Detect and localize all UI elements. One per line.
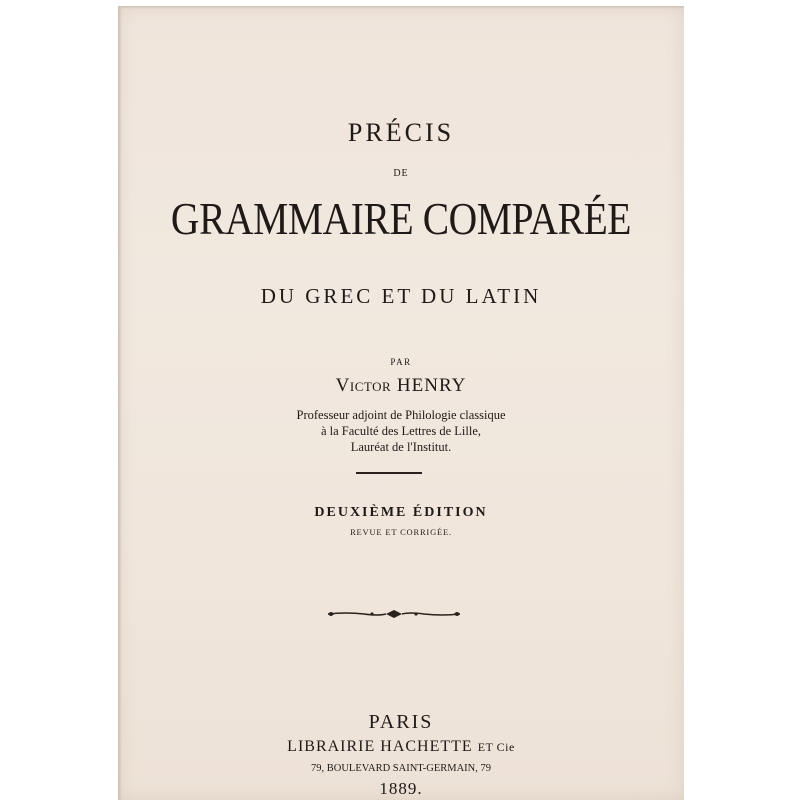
publication-city: PARIS [368,711,434,733]
subtitle: DU GREC ET DU LATIN [260,284,542,308]
edition-label: DEUXIÈME ÉDITION [314,505,488,520]
publisher-name: LIBRAIRIE HACHETTE [287,738,473,755]
title-line-precis: PRÉCIS [347,118,455,147]
publisher [118,738,684,756]
page-top-edge [118,6,684,9]
main-title: GRAMMAIRE COMPARÉE [170,193,632,244]
author-first-name: Victor [335,375,392,396]
author-affiliation-2: à la Faculté des Lettres de Lille, [320,424,481,438]
author-affiliation-1: Professeur adjoint de Philologie classique [296,408,506,422]
publication-year: 1889. [379,779,423,798]
by-label: PAR [390,357,412,367]
divider-rule [356,472,422,474]
author-name [118,375,684,397]
edition-note: REVUE ET CORRIGÉE. [350,527,452,537]
ornament-divider [326,606,462,622]
author-last-name: HENRY [396,375,467,396]
title-line-de: DE [393,168,409,179]
publisher-address: 79, BOULEVARD SAINT-GERMAIN, 79 [311,763,491,774]
publisher-suffix: ET Cie [477,740,515,754]
author-affiliation-3: Lauréat de l'Institut. [350,440,452,454]
